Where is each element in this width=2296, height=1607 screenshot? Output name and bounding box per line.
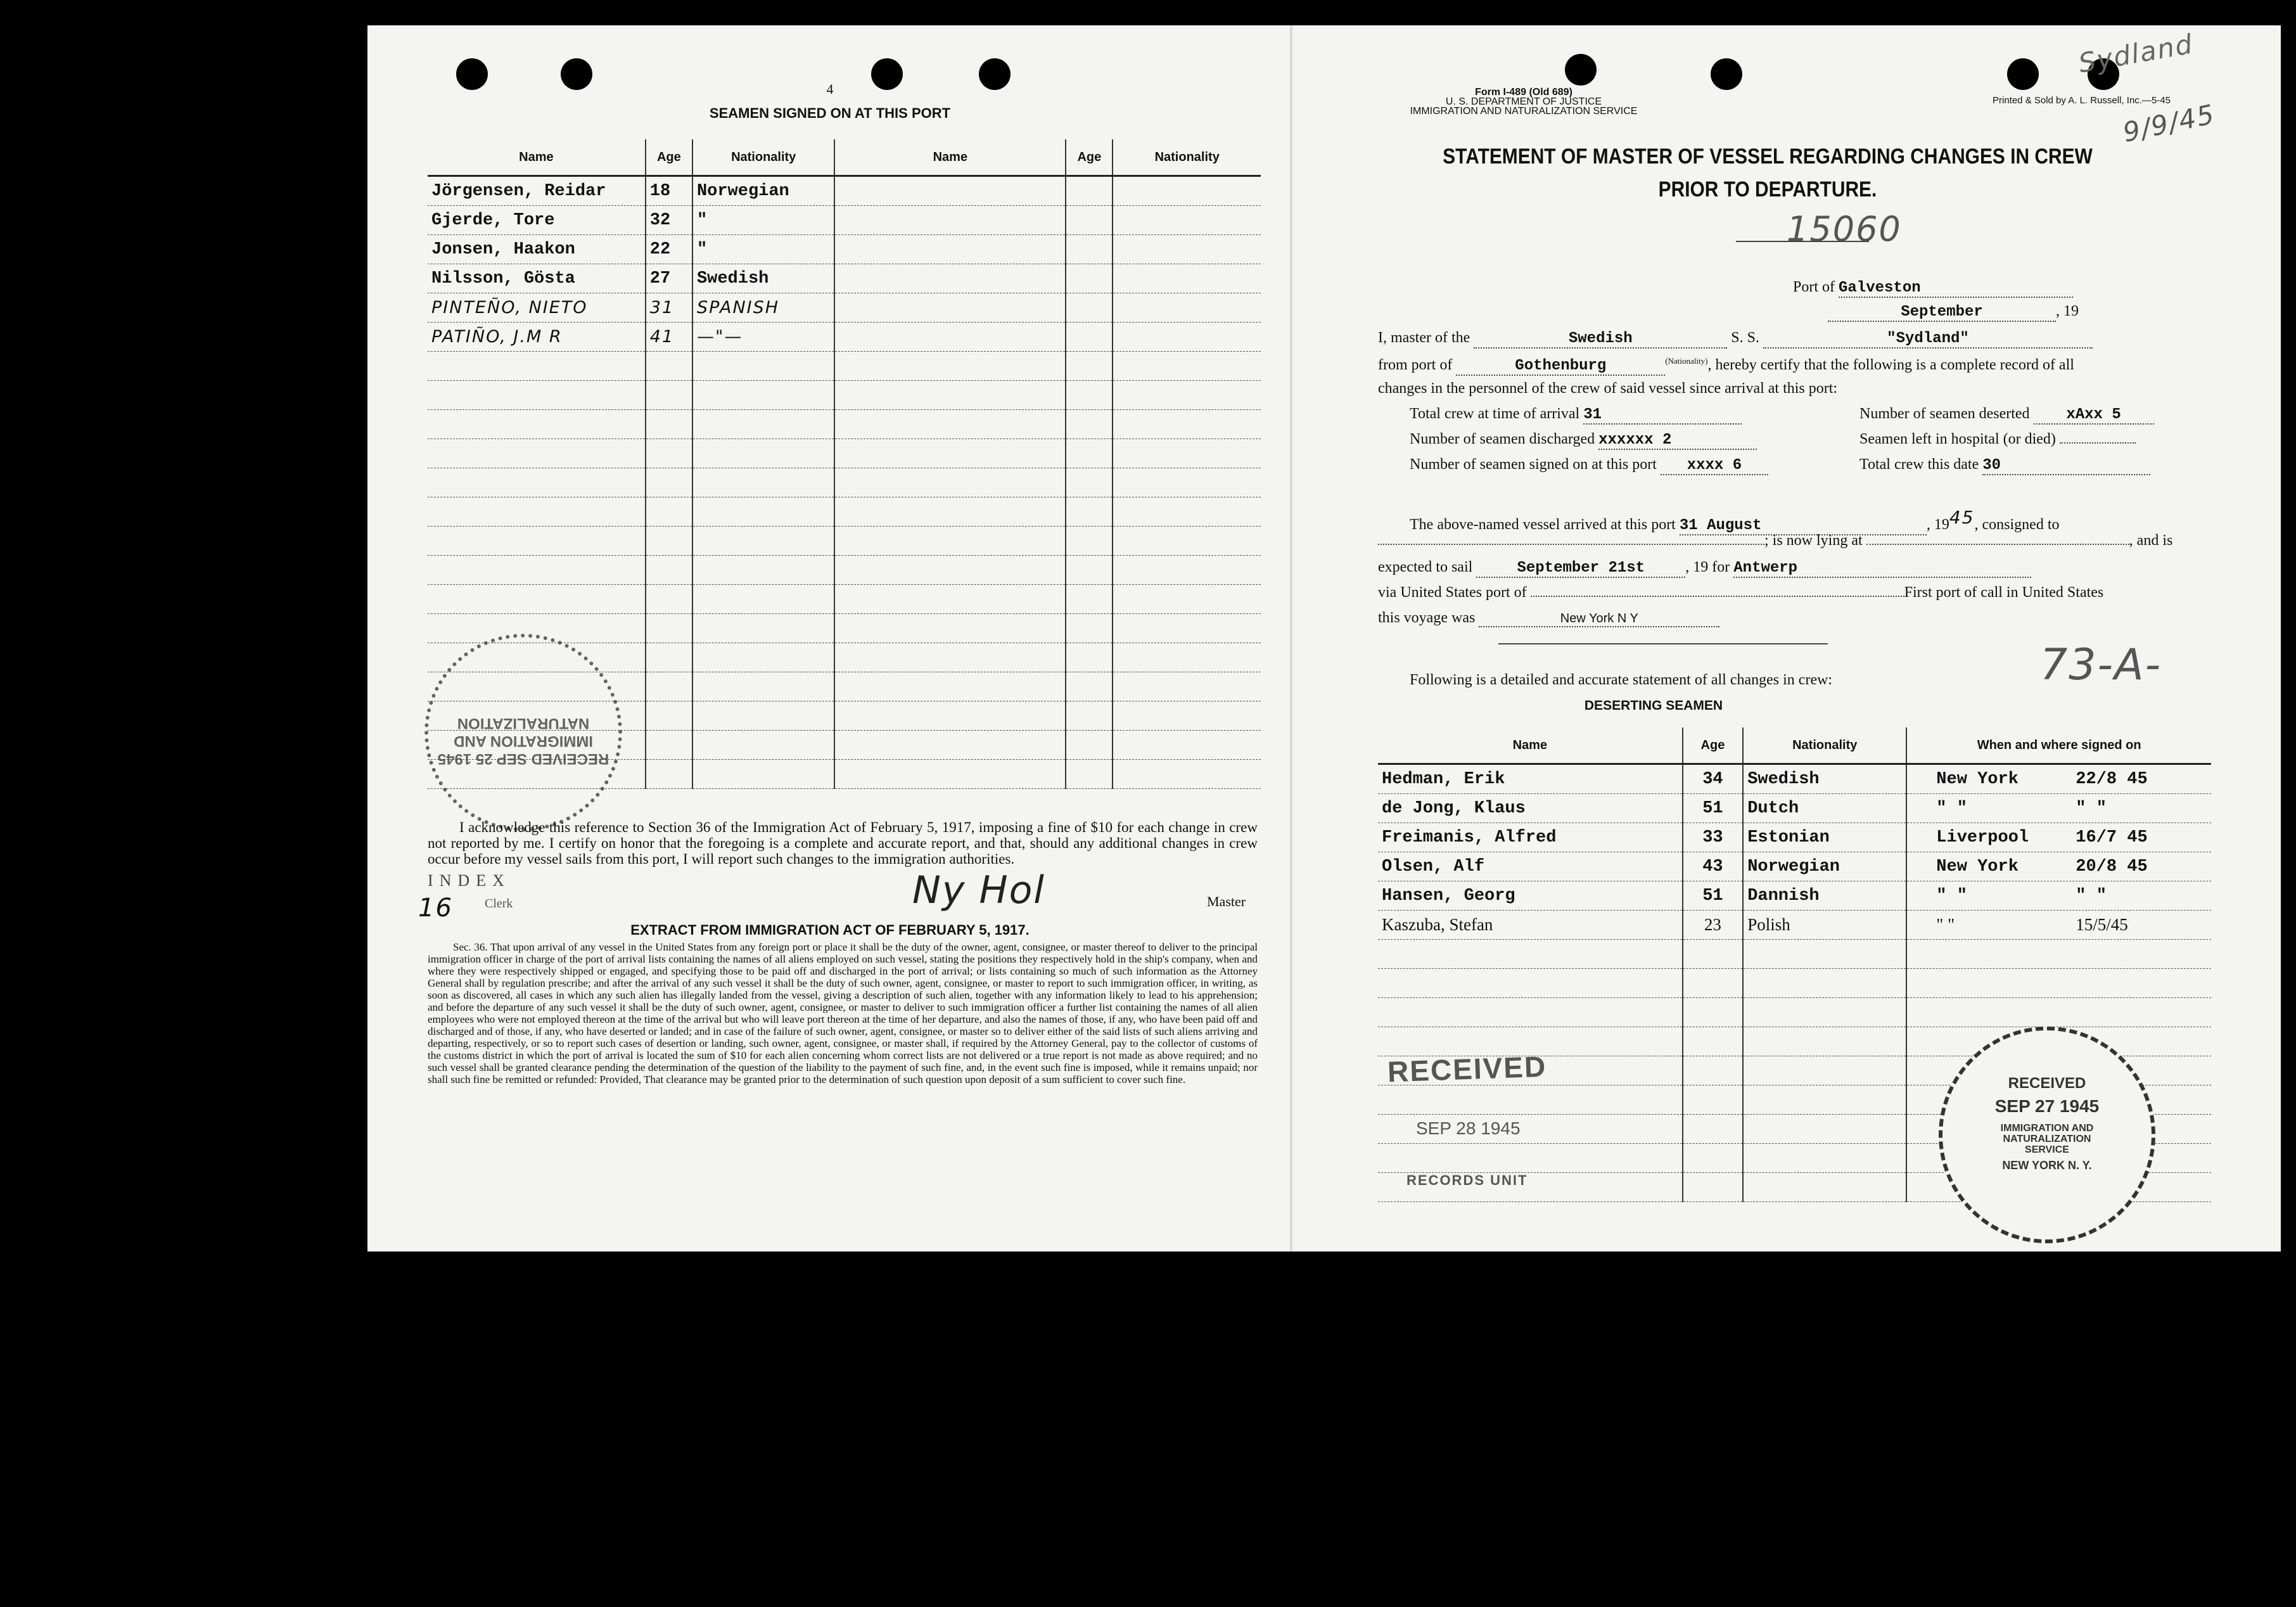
form-header — [1375, 87, 1673, 116]
from-port-line: from port of Gothenburg $^{(Nationality)}$, hereby certify that the following is a complete record of all — [1378, 356, 2074, 375]
table-cell-nationality — [692, 352, 835, 381]
table-cell-name — [1378, 1085, 1683, 1115]
table-cell-nationality — [692, 701, 835, 731]
table-cell-age: 18 — [646, 176, 692, 206]
table-cell-nationality — [1743, 969, 1906, 998]
sail-line: expected to sail September 21st , 19 for Antwerp — [1378, 559, 2031, 578]
table-cell-blank — [834, 614, 1066, 643]
table-cell-age — [1683, 940, 1744, 969]
table-cell-name: Hansen, Georg — [1378, 881, 1683, 911]
total-crew-arrival: Total crew at time of arrival 31 — [1410, 406, 1742, 425]
table-cell-nationality: Polish — [1743, 911, 1906, 940]
table-cell-nationality: —"— — [692, 323, 835, 352]
signed-on-place: Liverpool — [1936, 828, 2029, 847]
table-cell-age — [1683, 1056, 1744, 1085]
col-nationality: Nationality — [692, 139, 835, 176]
table-cell-blank — [1113, 585, 1261, 614]
signed-on-place: New York — [1936, 769, 2019, 789]
table-cell-name: Freimanis, Alfred — [1378, 823, 1683, 852]
right-page — [1292, 25, 2281, 1252]
table-cell-blank — [1113, 731, 1261, 760]
signed-on-count: Number of seamen signed on at this port xxxx 6 — [1410, 456, 1768, 475]
table-cell-nationality: Norwegian — [692, 176, 835, 206]
table-cell-nationality: " — [692, 206, 835, 235]
table-cell-nationality — [1743, 998, 1906, 1027]
discharged-count: Number of seamen discharged xxxxxx 2 — [1410, 431, 1757, 450]
table-cell-name: de Jong, Klaus — [1378, 794, 1683, 823]
table-cell-nationality: Swedish — [692, 264, 835, 293]
clerk-label: Clerk — [485, 897, 513, 911]
table-cell-age — [646, 643, 692, 672]
col-age: Age — [646, 139, 692, 176]
table-cell-blank — [1113, 760, 1261, 789]
table-cell-when-where — [1906, 794, 2211, 823]
table-cell-blank — [1066, 527, 1113, 556]
table-cell-age — [1683, 1173, 1744, 1202]
table-cell-name: Kaszuba, Stefan — [1378, 911, 1683, 940]
table-cell-age: 22 — [646, 235, 692, 264]
port-line: Port of Galveston — [1793, 279, 2073, 298]
arrived-line: The above-named vessel arrived at this port 31 August , $19^{45}$, consigned to — [1410, 507, 2060, 534]
table-cell-name: PINTEÑO, NIETO — [428, 293, 646, 323]
rule — [1498, 643, 1828, 644]
table-cell-blank — [1066, 176, 1113, 206]
right-title-2: PRIOR TO DEPARTURE. — [1658, 177, 1877, 202]
table-cell-age — [1683, 998, 1744, 1027]
table-cell-blank — [834, 381, 1066, 410]
table-cell-blank — [1113, 497, 1261, 527]
table-cell-blank — [834, 293, 1066, 323]
table-cell-blank — [1066, 264, 1113, 293]
received-stamp-left: RECEIVED SEP 25 1945 IMMIGRATION AND NATURALIZATION — [424, 634, 622, 831]
table-cell-nationality — [1743, 940, 1906, 969]
table-cell-nationality — [1743, 1027, 1906, 1056]
table-cell-name — [428, 585, 646, 614]
table-cell-age — [646, 439, 692, 468]
signed-on-place: " " — [1936, 798, 1967, 818]
table-cell-blank — [1066, 760, 1113, 789]
table-cell-blank — [1066, 731, 1113, 760]
annotation-date: 9/9/45 — [2120, 98, 2218, 148]
table-cell-name — [1378, 1144, 1683, 1173]
table-row — [1378, 764, 2211, 794]
table-cell-blank — [1066, 468, 1113, 497]
table-row — [428, 410, 1261, 439]
from-port-value: Gothenburg — [1456, 357, 1665, 376]
table-row — [428, 585, 1261, 614]
deserted-count: Number of seamen deserted xAxx 5 — [1859, 406, 2154, 425]
table-cell-age: 43 — [1683, 852, 1744, 881]
table-cell-age — [646, 585, 692, 614]
index-number: 16 — [418, 893, 453, 923]
table-cell-nationality: " — [692, 235, 835, 264]
table-row — [428, 556, 1261, 585]
table-cell-blank — [1113, 468, 1261, 497]
table-cell-when-where — [1906, 911, 2211, 940]
table-cell-age — [646, 672, 692, 701]
table-cell-blank — [834, 760, 1066, 789]
table-cell-age — [646, 381, 692, 410]
table-cell-when-where — [1906, 881, 2211, 911]
table-cell-age — [646, 468, 692, 497]
table-cell-age — [646, 701, 692, 731]
file-number: 15060 — [1787, 209, 1902, 249]
hospital-count: Seamen left in hospital (or died) — [1859, 431, 2136, 448]
table-cell-blank — [1113, 701, 1261, 731]
table-cell-age — [1683, 1027, 1744, 1056]
table-cell-name: Hedman, Erik — [1378, 764, 1683, 794]
table-cell-age: 31 — [646, 293, 692, 323]
table-cell-nationality: Dutch — [1743, 794, 1906, 823]
col-age: Age — [1683, 727, 1744, 764]
table-cell-blank — [834, 672, 1066, 701]
table-cell-blank — [834, 352, 1066, 381]
table-cell-age: 51 — [1683, 881, 1744, 911]
extract-title: EXTRACT FROM IMMIGRATION ACT OF FEBRUARY 5, 1917. — [630, 922, 1030, 938]
left-title: SEAMEN SIGNED ON AT THIS PORT — [709, 105, 951, 121]
signed-on-place: " " — [1936, 915, 1955, 934]
table-cell-nationality — [1743, 1173, 1906, 1202]
table-cell-age — [646, 410, 692, 439]
table-cell-when-where — [1906, 852, 2211, 881]
table-cell-blank — [1113, 672, 1261, 701]
table-cell-age — [646, 527, 692, 556]
table-cell-age: 33 — [1683, 823, 1744, 852]
table-cell-age — [646, 731, 692, 760]
table-row — [1378, 911, 2211, 940]
table-cell-age — [646, 352, 692, 381]
table-row — [428, 264, 1261, 293]
table-cell-blank — [1113, 352, 1261, 381]
table-cell-when-where — [1906, 823, 2211, 852]
punch-hole — [1711, 58, 1742, 90]
table-cell-nationality — [1743, 1144, 1906, 1173]
signed-on-date: 20/8 45 — [2076, 857, 2148, 876]
table-cell-blank — [834, 323, 1066, 352]
table-cell-name — [428, 556, 646, 585]
vessel-value: "Sydland" — [1763, 330, 2093, 349]
table-cell-name — [428, 410, 646, 439]
col-nationality-2: Nationality — [1113, 139, 1261, 176]
table-cell-blank — [834, 527, 1066, 556]
table-cell-blank — [1066, 235, 1113, 264]
table-cell-age: 32 — [646, 206, 692, 235]
punch-hole — [1565, 54, 1597, 86]
table-row — [428, 206, 1261, 235]
table-cell-name: Jörgensen, Reidar — [428, 176, 646, 206]
table-cell-blank — [1113, 439, 1261, 468]
table-cell-age: 51 — [1683, 794, 1744, 823]
month-value: September — [1828, 304, 2056, 322]
table-cell-blank — [1066, 410, 1113, 439]
table-row — [1378, 852, 2211, 881]
table-cell-blank — [1066, 556, 1113, 585]
table-cell-nationality — [692, 439, 835, 468]
following-line: Following is a detailed and accurate statement of all changes in crew: — [1410, 672, 1833, 688]
deserting-title: DESERTING SEAMEN — [1584, 698, 1723, 713]
table-cell-blank — [1113, 410, 1261, 439]
table-cell-blank — [834, 585, 1066, 614]
table-cell-blank — [1066, 206, 1113, 235]
table-row — [428, 352, 1261, 381]
table-cell-age — [1683, 1144, 1744, 1173]
table-cell-age: 23 — [1683, 911, 1744, 940]
page-number: 4 — [826, 81, 834, 97]
table-cell-nationality — [1743, 1085, 1906, 1115]
table-cell-name — [1378, 940, 1683, 969]
department: U. S. DEPARTMENT OF JUSTICE — [1445, 96, 1602, 107]
nationality-value: Swedish — [1474, 330, 1727, 349]
master-signature: Ny Hol — [912, 868, 1045, 912]
table-cell-age — [646, 760, 692, 789]
table-row — [1378, 940, 2211, 969]
table-row — [428, 439, 1261, 468]
table-cell-nationality — [692, 643, 835, 672]
table-cell-when-where — [1906, 969, 2211, 998]
table-row — [428, 235, 1261, 264]
extract-text: Sec. 36. That upon arrival of any vessel in the United States from any foreign port or place it shall be the duty of the owner, agent, consignee, or master thereof to deliver to the principal immigration officer in charge of the port of arrival lists containing the names of all aliens employed on such vessel, stating the positions they respectively hold in the ship's company, when and where they were respectively shipped or engaged, and specifying those to be paid off and discharged in the port of arrival; or lists containing so much of such information as the Attorney General shall by regulation prescribe; and after the arrival of any such vessel it shall be the duty of such owner, agent, consignee, or master to report to such immigration officer, in writing, as soon as discovered, all cases in which any such alien has illegally landed from the vessel, giving a description of such alien, together with any information likely to lead to his apprehension; and before the departure of any such vessel it shall be the duty of such owner, agent, consignee, or master to deliver to such immigration officer a further list containing the names of all alien employees who were not employed thereon at the time of the arrival but who will leave port thereon at the time of her departure, and also the names of those, if any, who have been paid off and discharged and of those, if any, who have deserted or landed; and in case of the failure of such owner, agent, consignee, or master so to deliver either of the said lists of such aliens arriving and departing, respectively, or so to report such cases of desertion or landing, such owner, agent, consignee, or master shall, if required by the Attorney General, pay to the collector of customs of the customs district in which the port of arrival is located the sum of $10 for each alien concerning whom correct lists are not delivered or a true report is not made as above required; and no such vessel shall be granted clearance pending the determination of the question of the liability to the payment of such fine, and, in the event such fine is imposed, while it remains unpaid; nor shall such fine be remitted or refunded: Provided, That clearance may be granted prior to the determination of such question upon deposit of a sum sufficient to cover such fine. — [428, 941, 1258, 1085]
table-row — [1378, 794, 2211, 823]
table-row — [428, 527, 1261, 556]
table-cell-name: Jonsen, Haakon — [428, 235, 646, 264]
table-cell-nationality — [692, 585, 835, 614]
table-cell-blank — [834, 468, 1066, 497]
table-cell-nationality — [692, 497, 835, 527]
changes-line: changes in the personnel of the crew of said vessel since arrival at this port: — [1378, 380, 1838, 397]
table-row — [428, 176, 1261, 206]
acknowledgement-text: I acknowledge this reference to Section 36 of the Immigration Act of February 5, 1917, imposing a fine of $10 for each change in crew not reported by me. I certify on honor that the foregoing is a complete and accurate report, and that, should any additional changes in crew occur before my vessel sails from this port, I will report such changes to the immigration authorities. — [428, 819, 1258, 867]
total-crew-date: Total crew this date 30 — [1859, 456, 2150, 475]
table-row — [428, 323, 1261, 352]
table-cell-age — [646, 614, 692, 643]
table-cell-age — [1683, 1115, 1744, 1144]
table-cell-nationality — [692, 410, 835, 439]
round-received-stamp: RECEIVED SEP 27 1945 IMMIGRATION AND NATURALIZATION SERVICE NEW YORK N. Y. — [1939, 1027, 2155, 1243]
first-port: New York N Y — [1479, 611, 1719, 627]
signed-on-date: " " — [2076, 798, 2107, 818]
table-cell-blank — [1066, 439, 1113, 468]
table-cell-blank — [1113, 556, 1261, 585]
table-cell-name — [1378, 998, 1683, 1027]
annotation-code: 73-A- — [2040, 640, 2162, 690]
table-cell-blank — [1066, 293, 1113, 323]
service: IMMIGRATION AND NATURALIZATION SERVICE — [1410, 106, 1638, 117]
table-cell-name — [428, 527, 646, 556]
table-cell-nationality — [692, 556, 835, 585]
table-cell-name: PATIÑO, J.M R — [428, 323, 646, 352]
table-row — [428, 468, 1261, 497]
signed-on-date: " " — [2076, 886, 2107, 906]
left-page — [367, 25, 1292, 1252]
table-cell-blank — [834, 497, 1066, 527]
table-cell-blank — [834, 264, 1066, 293]
received-stamp: RECEIVED — [1387, 1049, 1548, 1089]
table-cell-blank — [1113, 264, 1261, 293]
voyage-line: this voyage was New York N Y — [1378, 610, 1719, 627]
table-cell-age — [646, 497, 692, 527]
table-cell-nationality: Estonian — [1743, 823, 1906, 852]
table-cell-blank — [1113, 643, 1261, 672]
table-cell-when-where — [1906, 764, 2211, 794]
table-cell-blank — [1066, 701, 1113, 731]
signed-on-date: 16/7 45 — [2076, 828, 2148, 847]
table-cell-age: 34 — [1683, 764, 1744, 794]
table-cell-blank — [1066, 381, 1113, 410]
via-line: via United States port of First port of call in United States — [1378, 584, 2104, 601]
table-cell-blank — [1113, 293, 1261, 323]
table-cell-nationality: SPANISH — [692, 293, 835, 323]
table-cell-name — [428, 497, 646, 527]
punch-hole — [2007, 58, 2039, 90]
table-cell-nationality — [1743, 1056, 1906, 1085]
table-cell-blank — [1113, 206, 1261, 235]
master-label: Master — [1207, 893, 1246, 909]
table-cell-nationality: Dannish — [1743, 881, 1906, 911]
table-cell-name: Olsen, Alf — [1378, 852, 1683, 881]
table-row — [428, 497, 1261, 527]
signed-on-place: New York — [1936, 857, 2019, 876]
col-name-2: Name — [834, 139, 1066, 176]
table-cell-age — [1683, 1085, 1744, 1115]
table-cell-nationality — [1743, 1115, 1906, 1144]
table-cell-nationality: Swedish — [1743, 764, 1906, 794]
table-cell-name: Nilsson, Gösta — [428, 264, 646, 293]
table-row — [1378, 969, 2211, 998]
col-when-where: When and where signed on — [1906, 727, 2211, 764]
table-cell-blank — [834, 410, 1066, 439]
table-cell-blank — [1066, 323, 1113, 352]
records-unit: RECORDS UNIT — [1406, 1172, 1528, 1188]
col-age-2: Age — [1066, 139, 1113, 176]
table-cell-blank — [834, 731, 1066, 760]
table-cell-blank — [1113, 323, 1261, 352]
table-cell-name — [428, 352, 646, 381]
received-date: SEP 28 1945 — [1416, 1118, 1521, 1138]
master-line: I, master of the Swedish S. S. "Sydland" — [1378, 330, 2093, 349]
table-cell-when-where — [1906, 940, 2211, 969]
table-cell-nationality — [692, 760, 835, 789]
table-cell-name — [428, 439, 646, 468]
table-cell-name: Gjerde, Tore — [428, 206, 646, 235]
annotation-vessel: Sydland — [2076, 28, 2196, 79]
table-cell-nationality — [692, 731, 835, 760]
arrived-date: 31 August — [1680, 517, 1927, 535]
table-cell-blank — [1066, 672, 1113, 701]
printer-note: Printed & Sold by A. L. Russell, Inc.—5-45 — [1993, 95, 2171, 106]
index-stamp: INDEX — [428, 871, 511, 890]
table-cell-blank — [1066, 643, 1113, 672]
table-row — [1378, 881, 2211, 911]
form-number: Form I-489 (Old 689) — [1475, 87, 1572, 98]
table-cell-age — [646, 556, 692, 585]
table-cell-blank — [1113, 235, 1261, 264]
table-cell-blank — [834, 556, 1066, 585]
table-cell-blank — [834, 235, 1066, 264]
table-cell-age: 27 — [646, 264, 692, 293]
table-cell-blank — [834, 643, 1066, 672]
col-name: Name — [1378, 727, 1683, 764]
table-row — [428, 293, 1261, 323]
table-cell-blank — [1066, 497, 1113, 527]
table-row — [1378, 823, 2211, 852]
col-nationality: Nationality — [1743, 727, 1906, 764]
table-cell-nationality — [692, 527, 835, 556]
table-cell-blank — [1066, 585, 1113, 614]
table-cell-blank — [1066, 352, 1113, 381]
table-cell-name — [428, 468, 646, 497]
table-cell-blank — [1113, 381, 1261, 410]
port-value: Galveston — [1839, 279, 2073, 298]
col-name: Name — [428, 139, 646, 176]
table-cell-nationality — [692, 672, 835, 701]
destination: Antwerp — [1733, 560, 2031, 578]
file-number-line — [1736, 241, 1869, 242]
signed-on-date: 22/8 45 — [2076, 769, 2148, 789]
table-row — [1378, 998, 2211, 1027]
table-cell-when-where — [1906, 998, 2211, 1027]
table-cell-blank — [1113, 614, 1261, 643]
table-cell-nationality: Norwegian — [1743, 852, 1906, 881]
table-row — [428, 381, 1261, 410]
table-cell-blank — [1066, 614, 1113, 643]
table-cell-blank — [834, 439, 1066, 468]
table-cell-nationality — [692, 381, 835, 410]
signed-on-place: " " — [1936, 886, 1967, 906]
table-cell-name — [428, 381, 646, 410]
signed-on-date: 15/5/45 — [2076, 915, 2128, 934]
table-cell-blank — [834, 701, 1066, 731]
table-cell-name — [1378, 969, 1683, 998]
table-cell-blank — [1113, 527, 1261, 556]
table-cell-nationality — [692, 468, 835, 497]
table-cell-blank — [834, 176, 1066, 206]
lying-line: ; is now lying at , and is — [1378, 532, 2172, 549]
date-line: September , 19 — [1828, 303, 2079, 322]
table-cell-blank — [1113, 176, 1261, 206]
table-cell-blank — [834, 206, 1066, 235]
table-cell-nationality — [692, 614, 835, 643]
table-cell-age: 41 — [646, 323, 692, 352]
right-title-1: STATEMENT OF MASTER OF VESSEL REGARDING CHANGES IN CREW — [1443, 144, 2093, 169]
sail-date: September 21st — [1476, 560, 1685, 578]
table-cell-age — [1683, 969, 1744, 998]
